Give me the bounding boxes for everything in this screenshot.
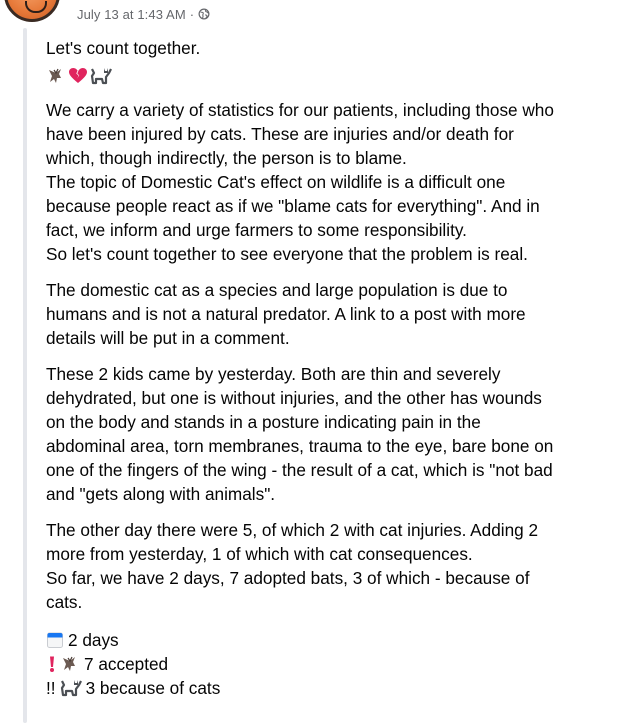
emoji-row [46, 64, 612, 88]
post-line: and "gets along with animals". [46, 484, 276, 504]
post-line: abdominal area, torn membranes, trauma to the eye, bare bone on [46, 436, 554, 456]
exclamation-emoji [46, 655, 58, 673]
broken-heart-emoji [68, 67, 88, 85]
summary-days-text: 2 days [68, 630, 119, 650]
post-line: more from yesterday, 1 of which with cat consequences. [46, 544, 473, 564]
bat-emoji [60, 655, 80, 673]
post-line: humans and is not a natural predator. A link to a post with more [46, 304, 526, 324]
post-line: dehydrated, but one is without injuries, and the other has wounds [46, 388, 542, 408]
post-line: We carry a variety of statistics for our patients, including those who [46, 100, 554, 120]
post-timestamp[interactable]: July 13 at 1:43 AM [77, 6, 186, 22]
post-line: The domestic cat as a species and large population is due to [46, 280, 508, 300]
post-line: The other day there were 5, of which 2 with cat injuries. Adding 2 [46, 520, 539, 540]
post-line: because people react as if we "blame cats for everything". And in [46, 196, 540, 216]
post-meta [77, 4, 210, 24]
post-summary [46, 628, 612, 700]
summary-cats [46, 676, 612, 700]
double-exclamation: !! [46, 678, 56, 698]
avatar[interactable] [4, 0, 60, 22]
post-paragraph-count [46, 518, 612, 614]
post-line: which, though indirectly, the person is to blame. [46, 148, 407, 168]
post-paragraph-species [46, 278, 612, 350]
post-line: So let's count together to see everyone that the problem is real. [46, 244, 528, 264]
cat-emoji [60, 679, 82, 697]
post-line: one of the fingers of the wing - the result of a cat, which is "not bad [46, 460, 553, 480]
globe-icon[interactable] [198, 8, 210, 20]
post-paragraph-kids [46, 362, 612, 506]
post-paragraph-intro [46, 36, 612, 60]
post-paragraph-statistics [46, 98, 612, 266]
meta-separator: · [189, 6, 195, 22]
post-content [46, 36, 612, 700]
post-line: So far, we have 2 days, 7 adopted bats, 3 of which - because of [46, 568, 530, 588]
comment-thread-line [23, 28, 27, 723]
post-line: fact, we inform and urge farmers to some responsibility. [46, 220, 467, 240]
avatar-mark [25, 1, 47, 13]
summary-cats-text: 3 because of cats [85, 678, 221, 698]
post-line: details will be put in a comment. [46, 328, 290, 348]
summary-accepted-text: 7 accepted [84, 654, 169, 674]
bat-emoji [46, 67, 66, 85]
post-line: The topic of Domestic Cat's effect on wildlife is a difficult one [46, 172, 506, 192]
post-line: cats. [46, 592, 83, 612]
calendar-emoji [46, 631, 64, 649]
post-line: These 2 kids came by yesterday. Both are thin and severely [46, 364, 501, 384]
summary-days [46, 628, 612, 652]
post-line: have been injured by cats. These are injuries and/or death for [46, 124, 514, 144]
post-line: Let's count together. [46, 38, 201, 58]
post-line: on the body and stands in a posture indicating pain in the [46, 412, 481, 432]
summary-accepted [46, 652, 612, 676]
cat-emoji [90, 67, 112, 85]
